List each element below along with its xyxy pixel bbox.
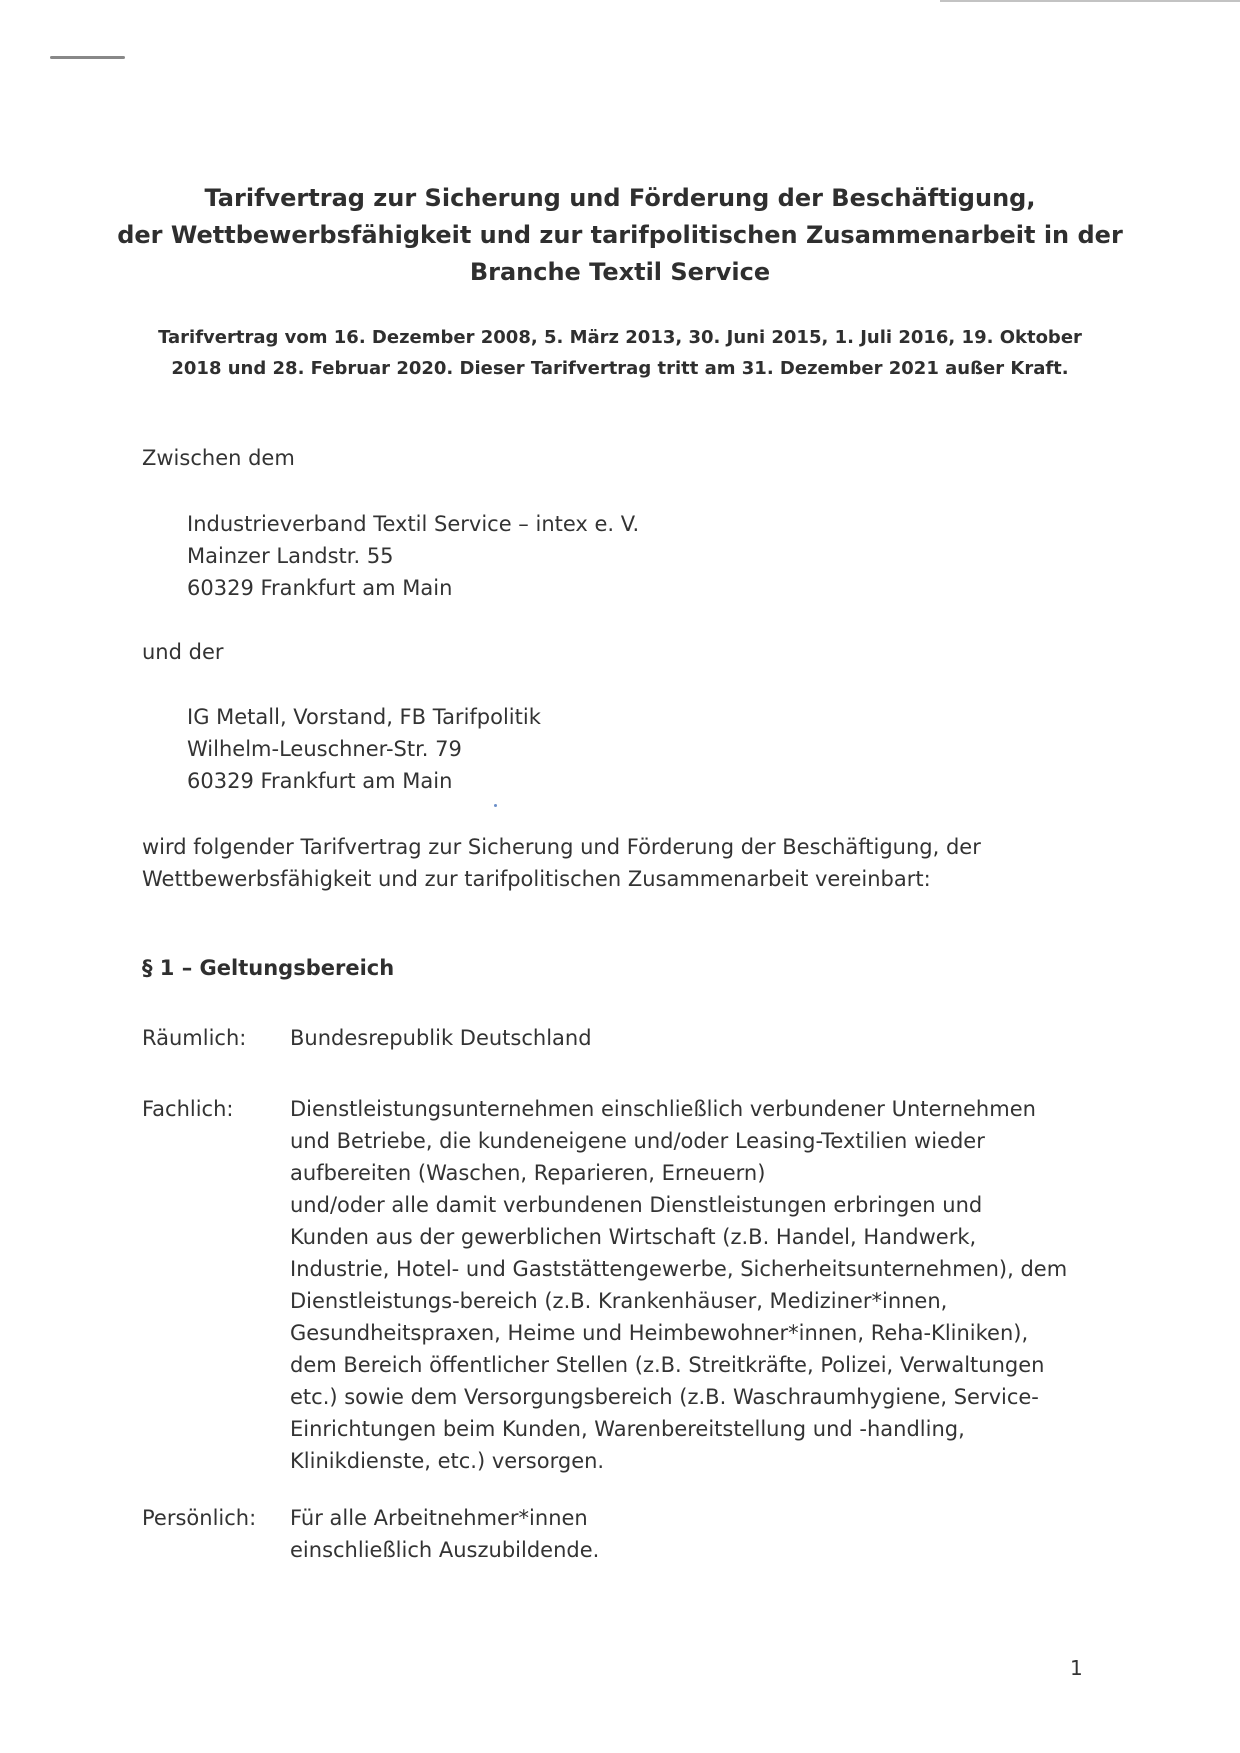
scope-line: etc.) sowie dem Versorgungsbereich (z.B. Waschraumhygiene, Service-: [290, 1385, 1039, 1409]
scope-line: Dienstleistungsunternehmen einschließlich verbundener Unternehmen: [290, 1097, 1036, 1121]
scope-line: und Betriebe, die kundeneigene und/oder Leasing-Textilien wieder: [290, 1129, 985, 1153]
scope-line: und/oder alle damit verbundenen Dienstleistungen erbringen und: [290, 1193, 983, 1217]
party-2-address: [187, 701, 541, 797]
agreement-paragraph: [142, 831, 981, 895]
scope-label-professional: Fachlich:: [142, 1097, 234, 1121]
party-1-street: Mainzer Landstr. 55: [187, 544, 394, 568]
scope-line: aufbereiten (Waschen, Reparieren, Erneuern): [290, 1161, 766, 1185]
section-1-heading: § 1 – Geltungsbereich: [142, 956, 395, 980]
document-title: [100, 180, 1140, 291]
scope-line: einschließlich Auszubildende.: [290, 1538, 600, 1562]
party-2-city: 60329 Frankfurt am Main: [187, 769, 453, 793]
scope-line: Dienstleistungs-bereich (z.B. Krankenhäuser, Mediziner*innen,: [290, 1289, 948, 1313]
scope-text-professional: [290, 1093, 1120, 1477]
document-subtitle: [150, 322, 1090, 384]
scope-line: Industrie, Hotel- und Gaststättengewerbe, Sicherheitsunternehmen), dem: [290, 1257, 1068, 1281]
scope-line: Klinikdienste, etc.) versorgen.: [290, 1449, 605, 1473]
party-2-street: Wilhelm-Leuschner-Str. 79: [187, 737, 462, 761]
title-line: Tarifvertrag zur Sicherung und Förderung der Beschäftigung,: [204, 184, 1036, 212]
subtitle-line: Tarifvertrag vom 16. Dezember 2008, 5. März 2013, 30. Juni 2015, 1. Juli 2016, 19. Oktober: [158, 327, 1082, 348]
scope-text-personal: [290, 1502, 1120, 1566]
party-2-name: IG Metall, Vorstand, FB Tarifpolitik: [187, 705, 541, 729]
scope-label-spatial: Räumlich:: [142, 1026, 247, 1050]
title-line: Branche Textil Service: [469, 258, 771, 286]
party-1-address: [187, 508, 639, 604]
scope-text-spatial: [290, 1022, 1120, 1054]
scope-label-personal: Persönlich:: [142, 1506, 257, 1530]
scope-line: Für alle Arbeitnehmer*innen: [290, 1506, 588, 1530]
page-number: 1: [1070, 1656, 1083, 1680]
scope-line: dem Bereich öffentlicher Stellen (z.B. Streitkräfte, Polizei, Verwaltungen: [290, 1353, 1045, 1377]
scope-line: Gesundheitspraxen, Heime und Heimbewohner*innen, Reha-Kliniken),: [290, 1321, 1029, 1345]
intro-between: Zwischen dem: [142, 446, 295, 470]
agreement-line: wird folgender Tarifvertrag zur Sicherung und Förderung der Beschäftigung, der: [142, 835, 981, 859]
subtitle-line: 2018 und 28. Februar 2020. Dieser Tarifvertrag tritt am 31. Dezember 2021 außer Kraft.: [171, 358, 1069, 379]
intro-and: und der: [142, 640, 224, 664]
scope-line: Bundesrepublik Deutschland: [290, 1026, 592, 1050]
staple-mark: [50, 56, 125, 59]
scan-speck: [494, 804, 497, 807]
party-1-city: 60329 Frankfurt am Main: [187, 576, 453, 600]
scan-edge-line: [940, 0, 1240, 2]
agreement-line: Wettbewerbsfähigkeit und zur tarifpolitischen Zusammenarbeit vereinbart:: [142, 867, 931, 891]
party-1-name: Industrieverband Textil Service – intex e. V.: [187, 512, 640, 536]
scope-line: Einrichtungen beim Kunden, Warenbereitstellung und -handling,: [290, 1417, 965, 1441]
scope-line: Kunden aus der gewerblichen Wirtschaft (z.B. Handel, Handwerk,: [290, 1225, 977, 1249]
title-line: der Wettbewerbsfähigkeit und zur tarifpolitischen Zusammenarbeit in der: [117, 221, 1123, 249]
